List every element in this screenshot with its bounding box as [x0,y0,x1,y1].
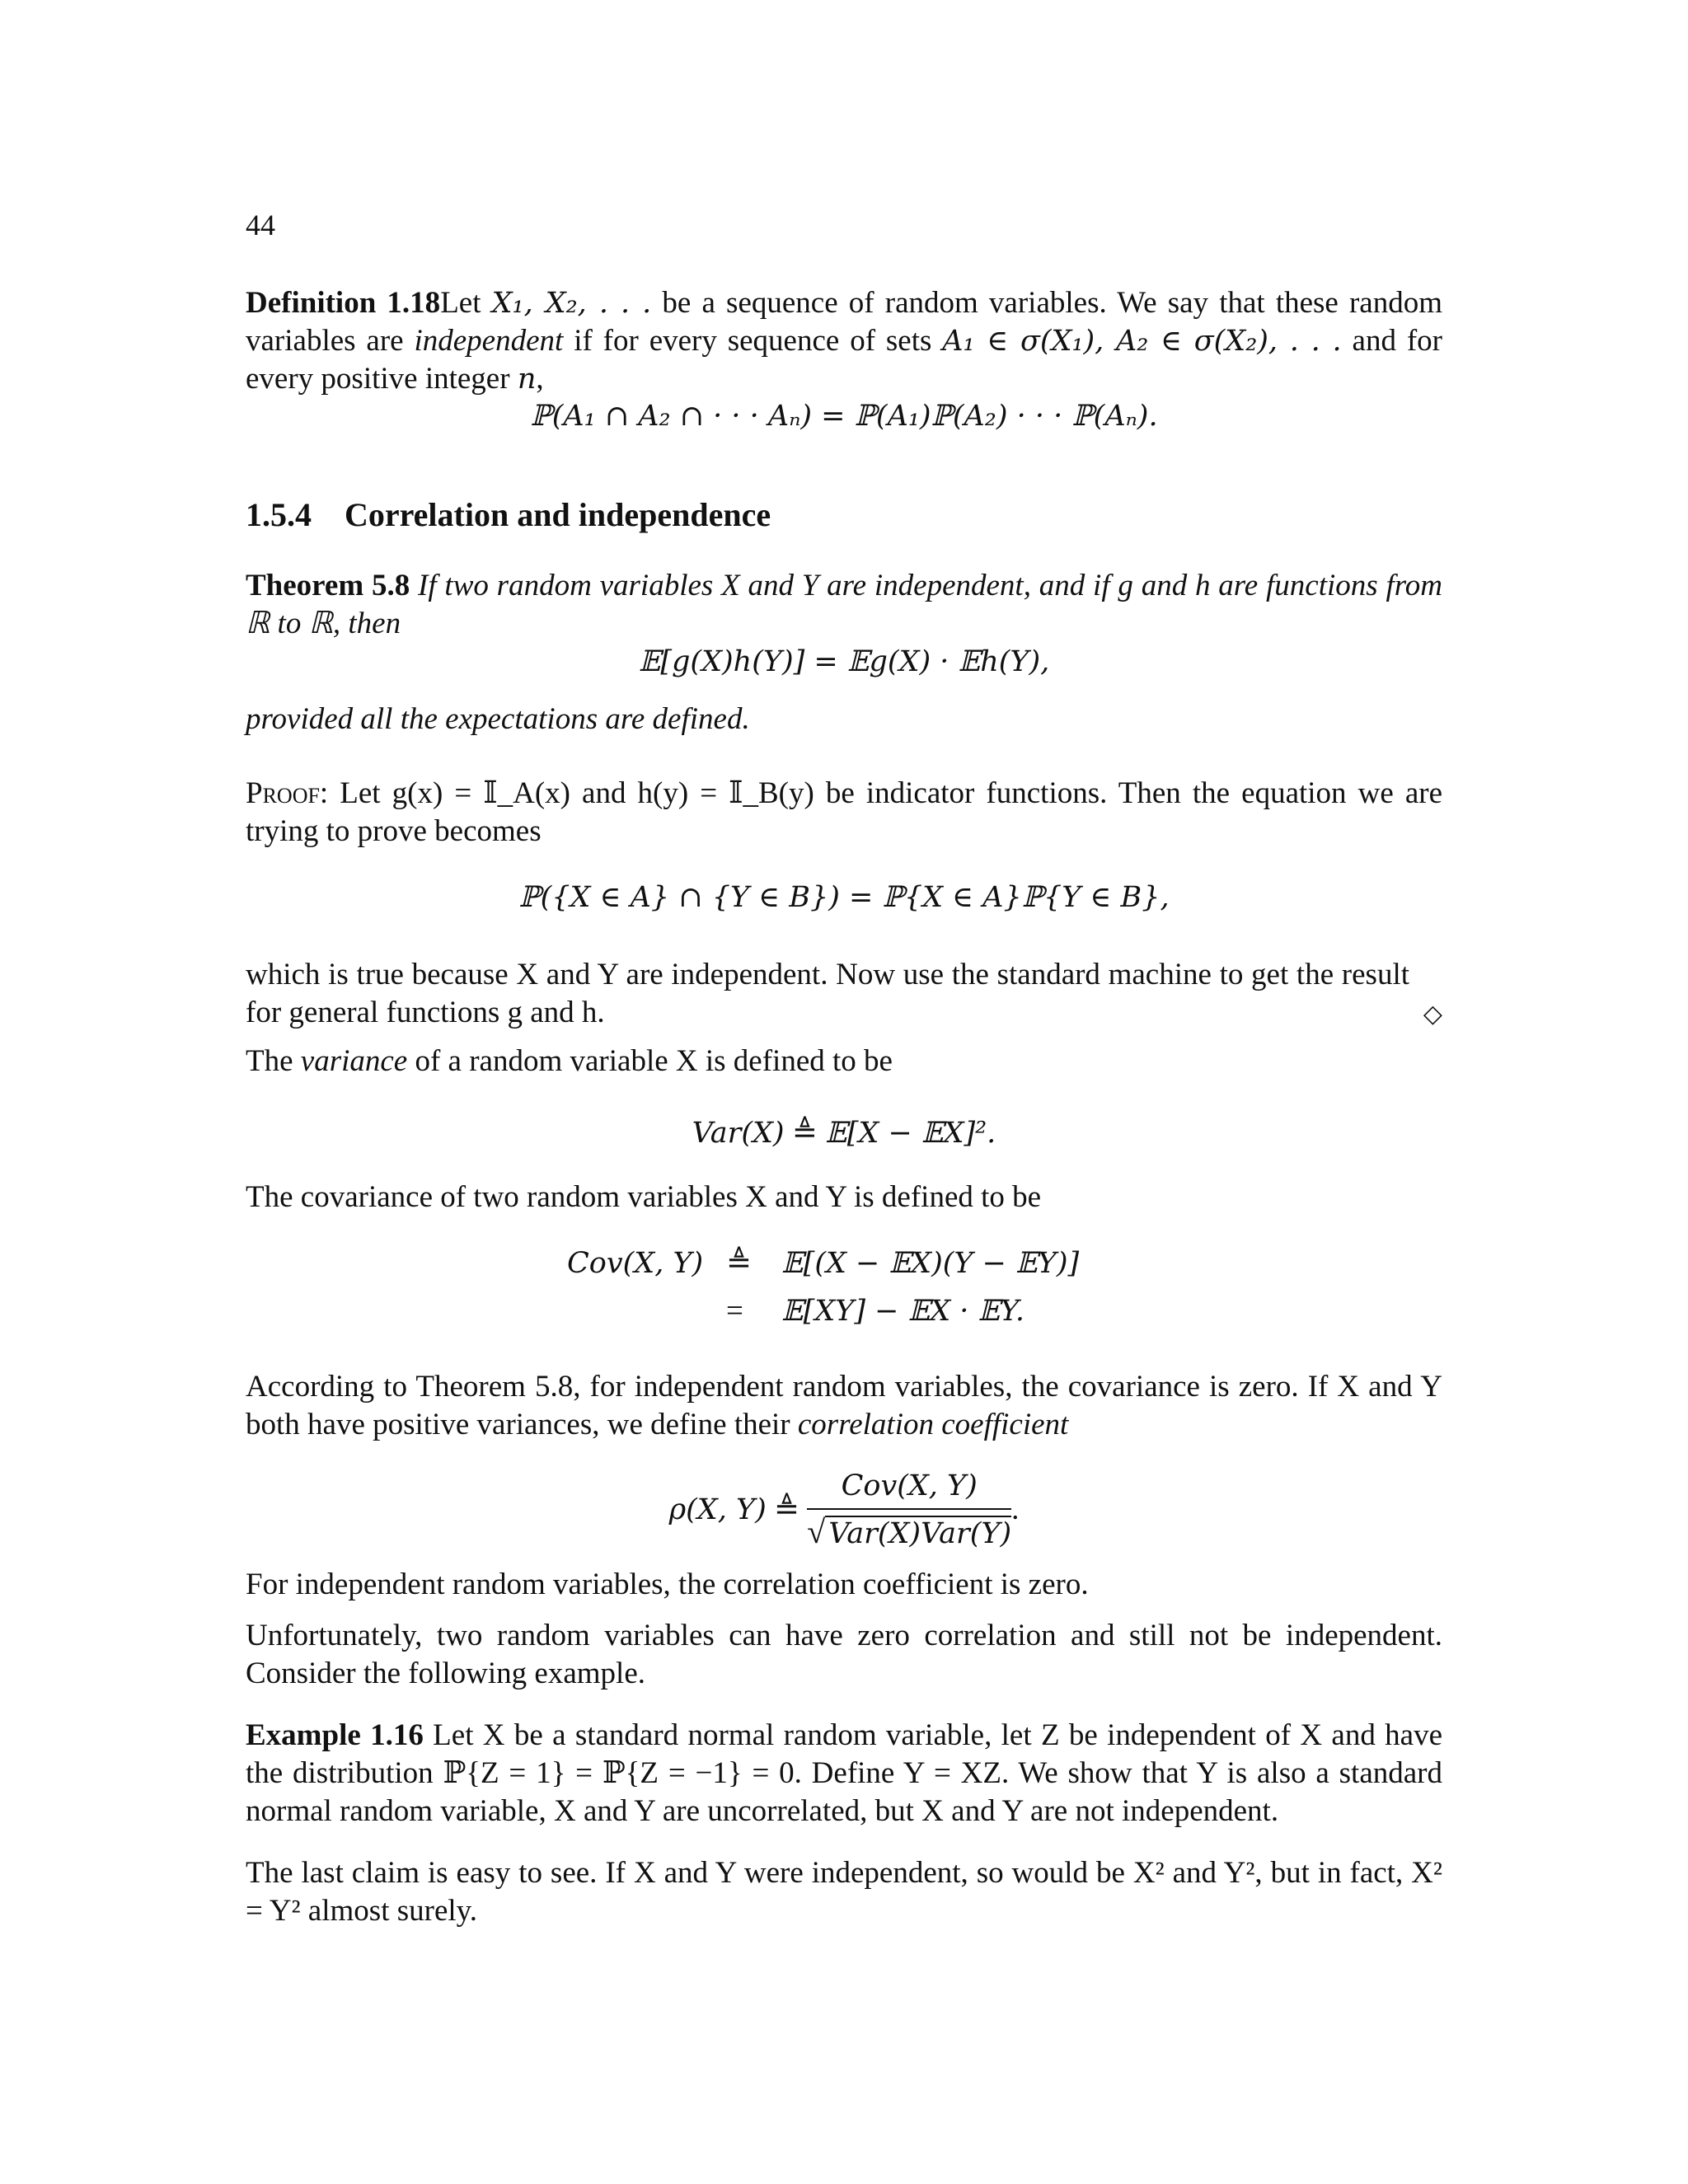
theorem-equation: 𝔼[g(X)h(Y)] = 𝔼g(X) · 𝔼h(Y), [638,645,1050,678]
definition-label: Definition 1.18 [246,286,441,320]
definition-paragraph: Definition 1.18Let X₁, X₂, . . . be a sequence of random variables. We say that these random variables are independent if for every sequence of sets A₁ ∈ σ(X₁), A₂ ∈ σ(X₂), . . . and for every positive integer n, [246,286,1443,396]
zero-correlation-remark: Unfortunately, two random variables can have zero correlation and still not be independent. Consider the following example. [246,1619,1442,1690]
section-heading [246,496,771,534]
proof-label: Proof: [246,776,329,810]
example-last-claim: The last claim is easy to see. If X and Y were independent, so would be X² and Y², but in fact, X² = Y² almost surely. [246,1856,1442,1928]
covariance-text: The covariance of two random variables X and Y is defined to be [246,1180,1042,1214]
proof-text: Let g(x) = 𝕀_A(x) and h(y) = 𝕀_B(y) be indicator functions. Then the equation we are trying to prove becomes [246,776,1442,848]
correlation-emph: correlation coefficient [797,1408,1069,1441]
proof-block [246,775,1442,851]
definition-emph: independent [414,324,564,358]
fraction-numerator: Cov(X, Y) [807,1467,1011,1510]
variance-block: The variance of a random variable X is defined to be [246,1044,893,1078]
example-label: Example 1.16 [246,1718,424,1752]
definition-equation: ℙ(A₁ ∩ A₂ ∩ · · · Aₙ) = ℙ(A₁)ℙ(A₂) · · · ℙ(Aₙ). [530,400,1158,433]
covariance-identity: 𝔼[XY] − 𝔼X · 𝔼Y. [781,1295,1025,1328]
example-text: Let X be a standard normal random variable, let Z be independent of X and have the distribution ℙ{Z = 1} = ℙ{Z = −1} = 0. Define Y = XZ. We show that Y is also a standard normal random variable, X and Y are uncorrelated, but X and Y are not independent. [246,1718,1443,1828]
correlation-equation: ρ(X, Y) ≜ $\frac{\text{Cov(X, Y)}}{\text{√ Var(X)Var(Y)}}$ . [246,1467,1442,1553]
definition-block [246,284,1442,398]
theorem-statement: If two random variables X and Y are independent, and if g and h are functions from ℝ to ℝ, then [246,569,1443,640]
correlation-fraction [807,1467,1011,1553]
covariance-block [246,1179,1442,1216]
qed-symbol: ◇ [1423,1001,1442,1028]
fraction-denominator: Var(X)Var(Y) [825,1516,1011,1550]
section-number: 1.5.4 [246,496,312,533]
covariance-def: 𝔼[(X − 𝔼X)(Y − 𝔼Y)] [781,1247,1080,1280]
section-title: Correlation and independence [345,496,771,533]
theorem-block [246,567,1442,643]
proof-conclusion: which is true because X and Y are independent. Now use the standard machine to get the result for general functions g and h. [246,958,1409,1029]
example-block [246,1717,1442,1830]
correlation-remark: For independent random variables, the correlation coefficient is zero. [246,1568,1089,1601]
theorem-label: Theorem 5.8 [246,569,410,602]
variance-equation: Var(X) ≜ 𝔼[X − 𝔼X]². [692,1116,996,1150]
correlation-block: According to Theorem 5.8, for independent random variables, the covariance is zero. If X and Y both have positive variances, we define their correlation coefficient [246,1370,1442,1441]
proof-equation: ℙ({X ∈ A} ∩ {Y ∈ B}) = ℙ{X ∈ A}ℙ{Y ∈ B}, [518,881,1170,914]
sqrt-icon: √ [807,1513,826,1550]
covariance-lhs: Cov(X, Y) [567,1247,704,1280]
theorem-condition: provided all the expectations are defined. [246,702,750,736]
variance-emph: variance [300,1044,408,1078]
page-number: 44 [246,209,275,241]
